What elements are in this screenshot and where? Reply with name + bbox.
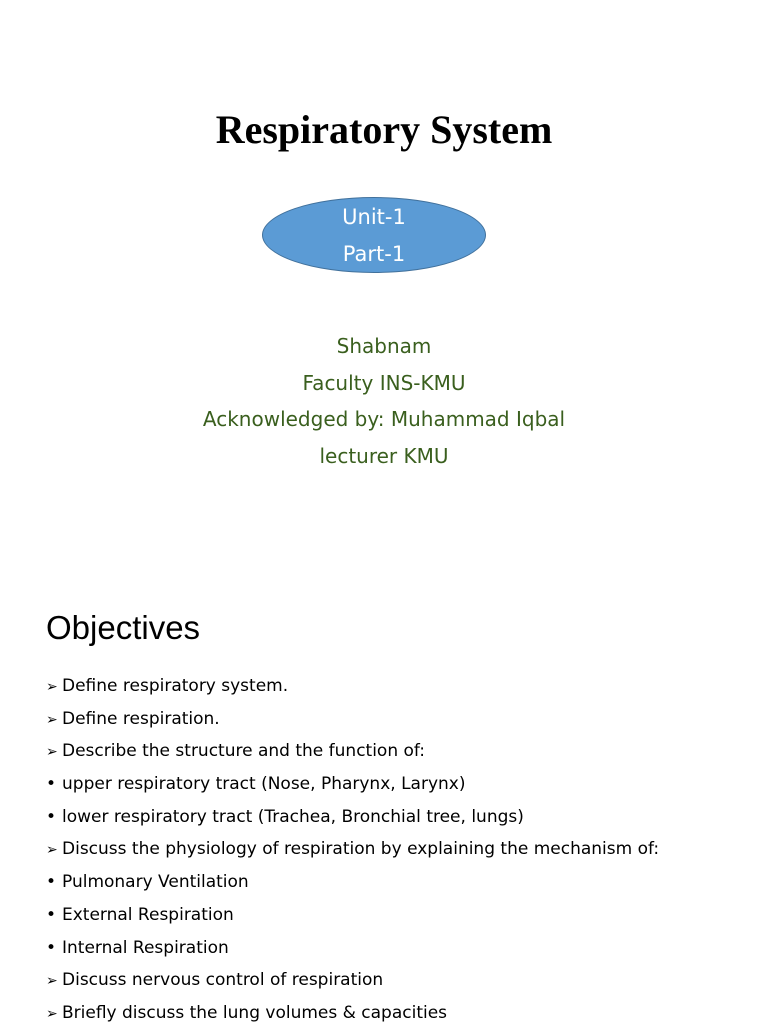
- list-item: [46, 835, 756, 868]
- list-item-text: Describe the structure and the function of:: [62, 741, 426, 762]
- arrow-bullet-icon: ➢: [46, 711, 58, 728]
- arrow-bullet-icon: ➢: [46, 679, 58, 695]
- objectives-slide: [0, 590, 768, 1024]
- list-item: [46, 868, 756, 901]
- list-item-text: External Respiration: [62, 904, 234, 925]
- dot-bullet-icon: •: [46, 806, 57, 827]
- list-item-text: Discuss the physiology of respiration by explaining the mechanism of:: [62, 839, 660, 860]
- part-label: Part-1: [342, 242, 406, 266]
- slide-title: Respiratory System: [215, 107, 553, 152]
- list-item: [46, 901, 756, 934]
- list-item: [46, 803, 756, 836]
- unit-badge: [262, 197, 486, 273]
- dot-bullet-icon: •: [46, 774, 57, 795]
- author-name: Shabnam: [336, 334, 432, 358]
- list-item: [46, 966, 756, 999]
- list-item: [46, 705, 756, 738]
- acknowledgement: Acknowledged by: Muhammad Iqbal: [202, 407, 566, 431]
- unit-label: Unit-1: [342, 205, 406, 229]
- list-item-text: Define respiratory system.: [62, 676, 289, 696]
- list-item: [46, 737, 756, 770]
- list-item-text: Pulmonary Ventilation: [62, 872, 249, 893]
- list-item: [46, 934, 756, 967]
- dot-bullet-icon: •: [46, 937, 57, 958]
- dot-bullet-icon: •: [46, 904, 57, 925]
- arrow-bullet-icon: ➢: [46, 842, 58, 859]
- arrow-bullet-icon: ➢: [46, 744, 58, 761]
- author-affiliation: Faculty INS-KMU: [302, 370, 466, 395]
- list-item: [46, 672, 756, 705]
- author-block: [0, 332, 768, 478]
- list-item-text: Define respiration.: [62, 708, 220, 729]
- arrow-bullet-icon: ➢: [46, 1005, 58, 1022]
- list-item-text: Discuss nervous control of respiration: [62, 970, 384, 991]
- list-item-text: lower respiratory tract (Trachea, Bronchial tree, lungs): [62, 806, 524, 827]
- objectives-heading: Objectives: [46, 609, 201, 646]
- list-item: [46, 770, 756, 803]
- list-item-text: upper respiratory tract (Nose, Pharynx, Larynx): [62, 774, 466, 795]
- acknowledged-role: lecturer KMU: [319, 443, 449, 468]
- arrow-bullet-icon: ➢: [46, 973, 58, 990]
- list-item-text: Briefly discuss the lung volumes & capacities: [62, 1002, 448, 1023]
- list-item: [46, 999, 756, 1024]
- objectives-list: [46, 672, 756, 1024]
- dot-bullet-icon: •: [46, 872, 57, 893]
- list-item-text: Internal Respiration: [62, 937, 229, 958]
